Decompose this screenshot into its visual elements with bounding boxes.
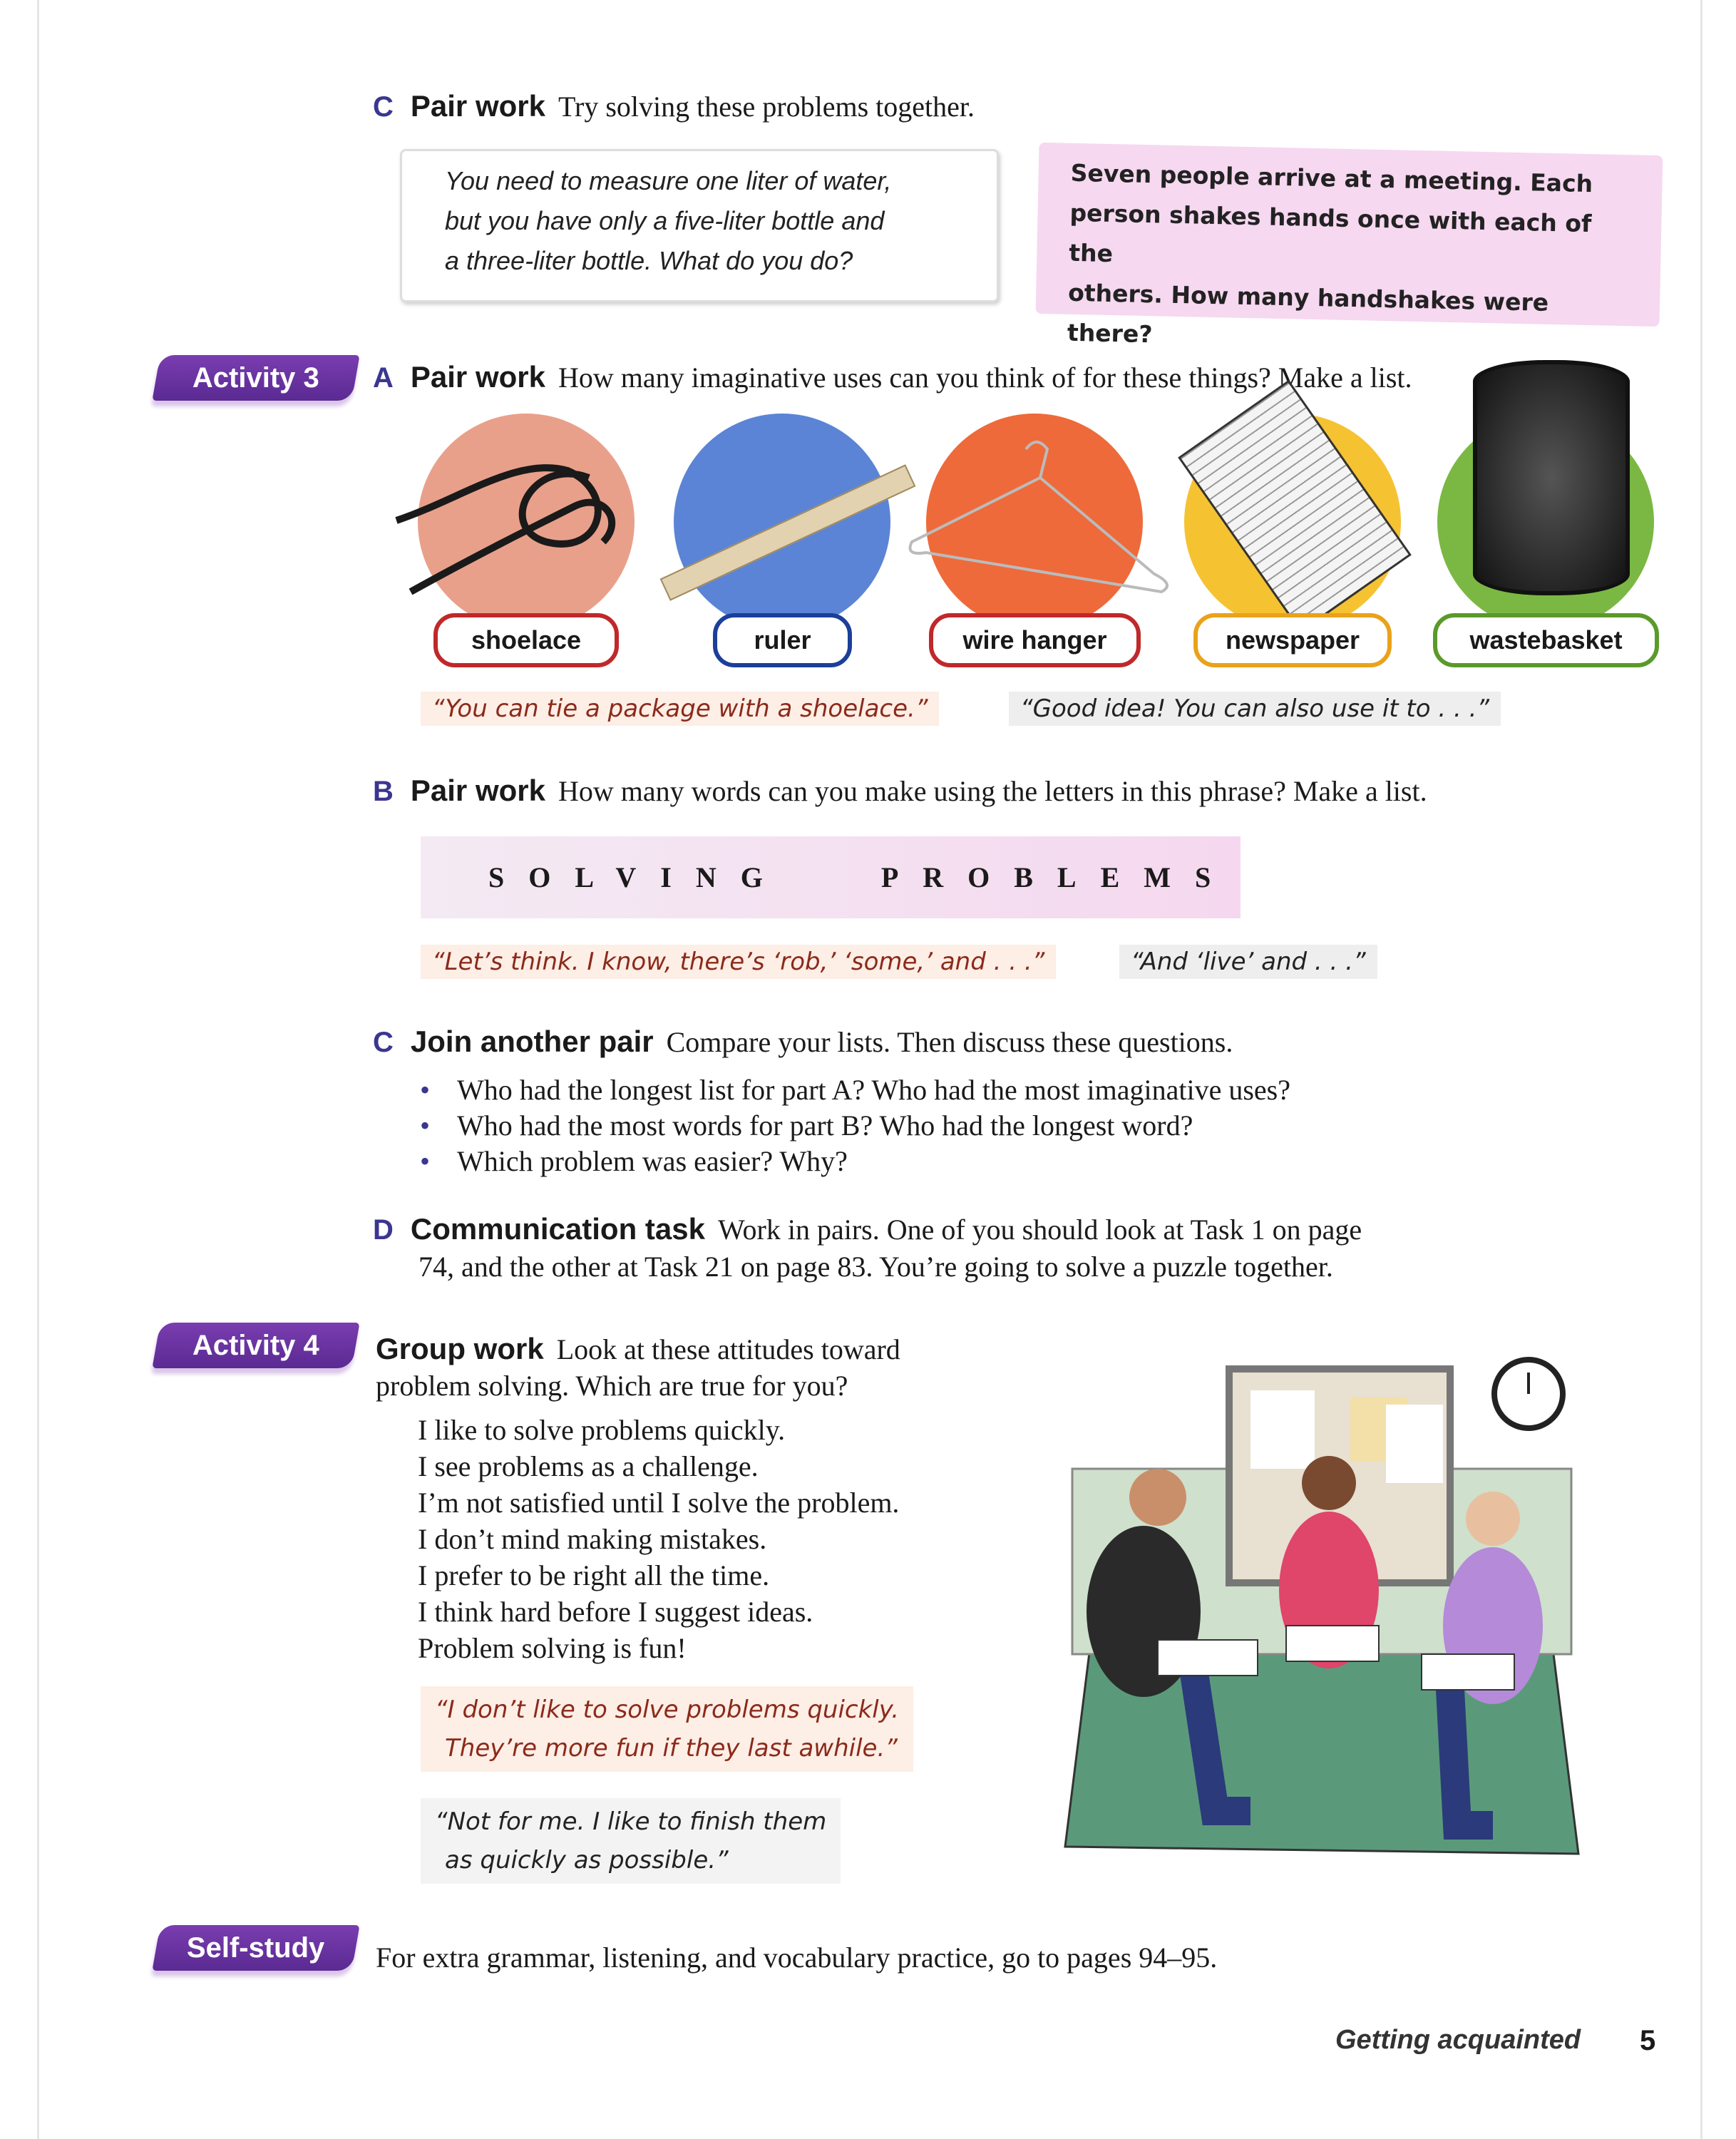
unit-title: Getting acquainted — [1335, 2025, 1581, 2055]
attitude-item: I like to solve problems quickly. — [418, 1414, 786, 1446]
section-letter: D — [373, 1214, 394, 1246]
speech-quote: “You can tie a package with a shoelace.” — [421, 692, 939, 726]
badge-label: Activity 3 — [192, 361, 319, 394]
heading: Pair work — [410, 89, 545, 123]
speech-quote: “Let’s think. I know, there’s ‘rob,’ ‘some,’ and . . .” — [421, 945, 1056, 979]
instruction: How many imaginative uses can you think of for these things? Make a list. — [558, 361, 1412, 394]
speech-quote: “And ‘live’ and . . .” — [1119, 945, 1377, 979]
activity-3c-heading — [373, 1025, 1233, 1059]
puzzle-card-2 — [1036, 143, 1663, 349]
section-c-heading — [373, 89, 975, 123]
activity-3a-heading — [373, 360, 1412, 394]
badge-label: Self-study — [187, 1932, 325, 1964]
quote-line: “Not for me. I like to finish them — [435, 1807, 827, 1836]
puzzle-line: others. How many handshakes were there? — [1067, 278, 1549, 349]
phrase-box: SOLVING PROBLEMS — [421, 836, 1241, 918]
wire-hanger-image — [926, 414, 1143, 630]
group-work-illustration — [1051, 1355, 1593, 1882]
attitude-item: I see problems as a challenge. — [418, 1450, 759, 1482]
instruction-continued: problem solving. Which are true for you? — [376, 1370, 848, 1402]
puzzle-line: a three-liter bottle. What do you do? — [445, 246, 853, 275]
heading: Join another pair — [410, 1025, 654, 1058]
ruler-image — [674, 414, 890, 630]
speech-quote: “Good idea! You can also use it to . . .” — [1009, 692, 1501, 726]
item-label: ruler — [713, 613, 852, 667]
heading: Communication task — [410, 1212, 705, 1246]
activity-4-heading — [376, 1332, 900, 1366]
self-study-text: For extra grammar, listening, and vocabulary practice, go to pages 94–95. — [376, 1941, 1218, 1974]
badge-label: Activity 4 — [192, 1329, 319, 1361]
instruction: Work in pairs. One of you should look at Task 1 on page — [717, 1214, 1362, 1246]
wastebasket-image — [1437, 414, 1654, 630]
attitude-item: I’m not satisfied until I solve the problem. — [418, 1487, 900, 1519]
activity-3d-heading — [373, 1212, 1362, 1246]
quote-line: as quickly as possible.” — [445, 1846, 729, 1874]
activity-4-badge — [152, 1323, 359, 1368]
instruction: Look at these attitudes toward — [556, 1333, 900, 1365]
speech-quote — [421, 1686, 913, 1772]
puzzle-card-1 — [400, 149, 999, 302]
puzzle-line: Seven people arrive at a meeting. Each — [1070, 158, 1593, 198]
item-label: newspaper — [1193, 613, 1392, 667]
heading: Group work — [376, 1332, 544, 1365]
quote-line: “I don’t like to solve problems quickly. — [435, 1696, 900, 1724]
item-label: shoelace — [433, 613, 619, 667]
page-number: 5 — [1640, 2025, 1656, 2056]
puzzle-line: but you have only a five-liter bottle and — [445, 206, 885, 235]
self-study-badge — [152, 1925, 359, 1971]
page-edge-right — [1700, 0, 1702, 2139]
puzzle-line: person shakes hands once with each of the — [1068, 198, 1592, 268]
section-letter: C — [373, 91, 394, 123]
quote-line: They’re more fun if they last awhile.” — [445, 1734, 898, 1763]
instruction: Try solving these problems together. — [558, 91, 975, 123]
speech-quote — [421, 1798, 841, 1884]
item-label: wire hanger — [929, 613, 1141, 667]
page-edge-left — [37, 0, 39, 2139]
bullet-item: • Which problem was easier? Why? — [424, 1144, 848, 1178]
bullet-item: • Who had the longest list for part A? Who had the most imaginative uses? — [424, 1073, 1290, 1107]
attitude-item: Problem solving is fun! — [418, 1632, 687, 1664]
item-label: wastebasket — [1433, 613, 1659, 667]
instruction-continued: 74, and the other at Task 21 on page 83. You’re going to solve a puzzle together. — [418, 1251, 1333, 1283]
attitude-item: I prefer to be right all the time. — [418, 1559, 770, 1591]
section-letter: B — [373, 776, 394, 807]
section-letter: A — [373, 362, 394, 394]
instruction: How many words can you make using the letters in this phrase? Make a list. — [558, 775, 1427, 807]
newspaper-image — [1184, 414, 1401, 630]
activity-3-badge — [152, 355, 359, 401]
shoelace-image — [418, 414, 635, 630]
section-letter: C — [373, 1027, 394, 1058]
activity-3b-heading — [373, 774, 1427, 808]
instruction: Compare your lists. Then discuss these questions. — [666, 1026, 1233, 1058]
attitude-item: I think hard before I suggest ideas. — [418, 1596, 813, 1628]
puzzle-line: You need to measure one liter of water, — [445, 166, 892, 195]
attitude-item: I don’t mind making mistakes. — [418, 1523, 767, 1555]
heading: Pair work — [410, 774, 545, 807]
bullet-item: • Who had the most words for part B? Who had the longest word? — [424, 1109, 1193, 1142]
heading: Pair work — [410, 360, 545, 394]
